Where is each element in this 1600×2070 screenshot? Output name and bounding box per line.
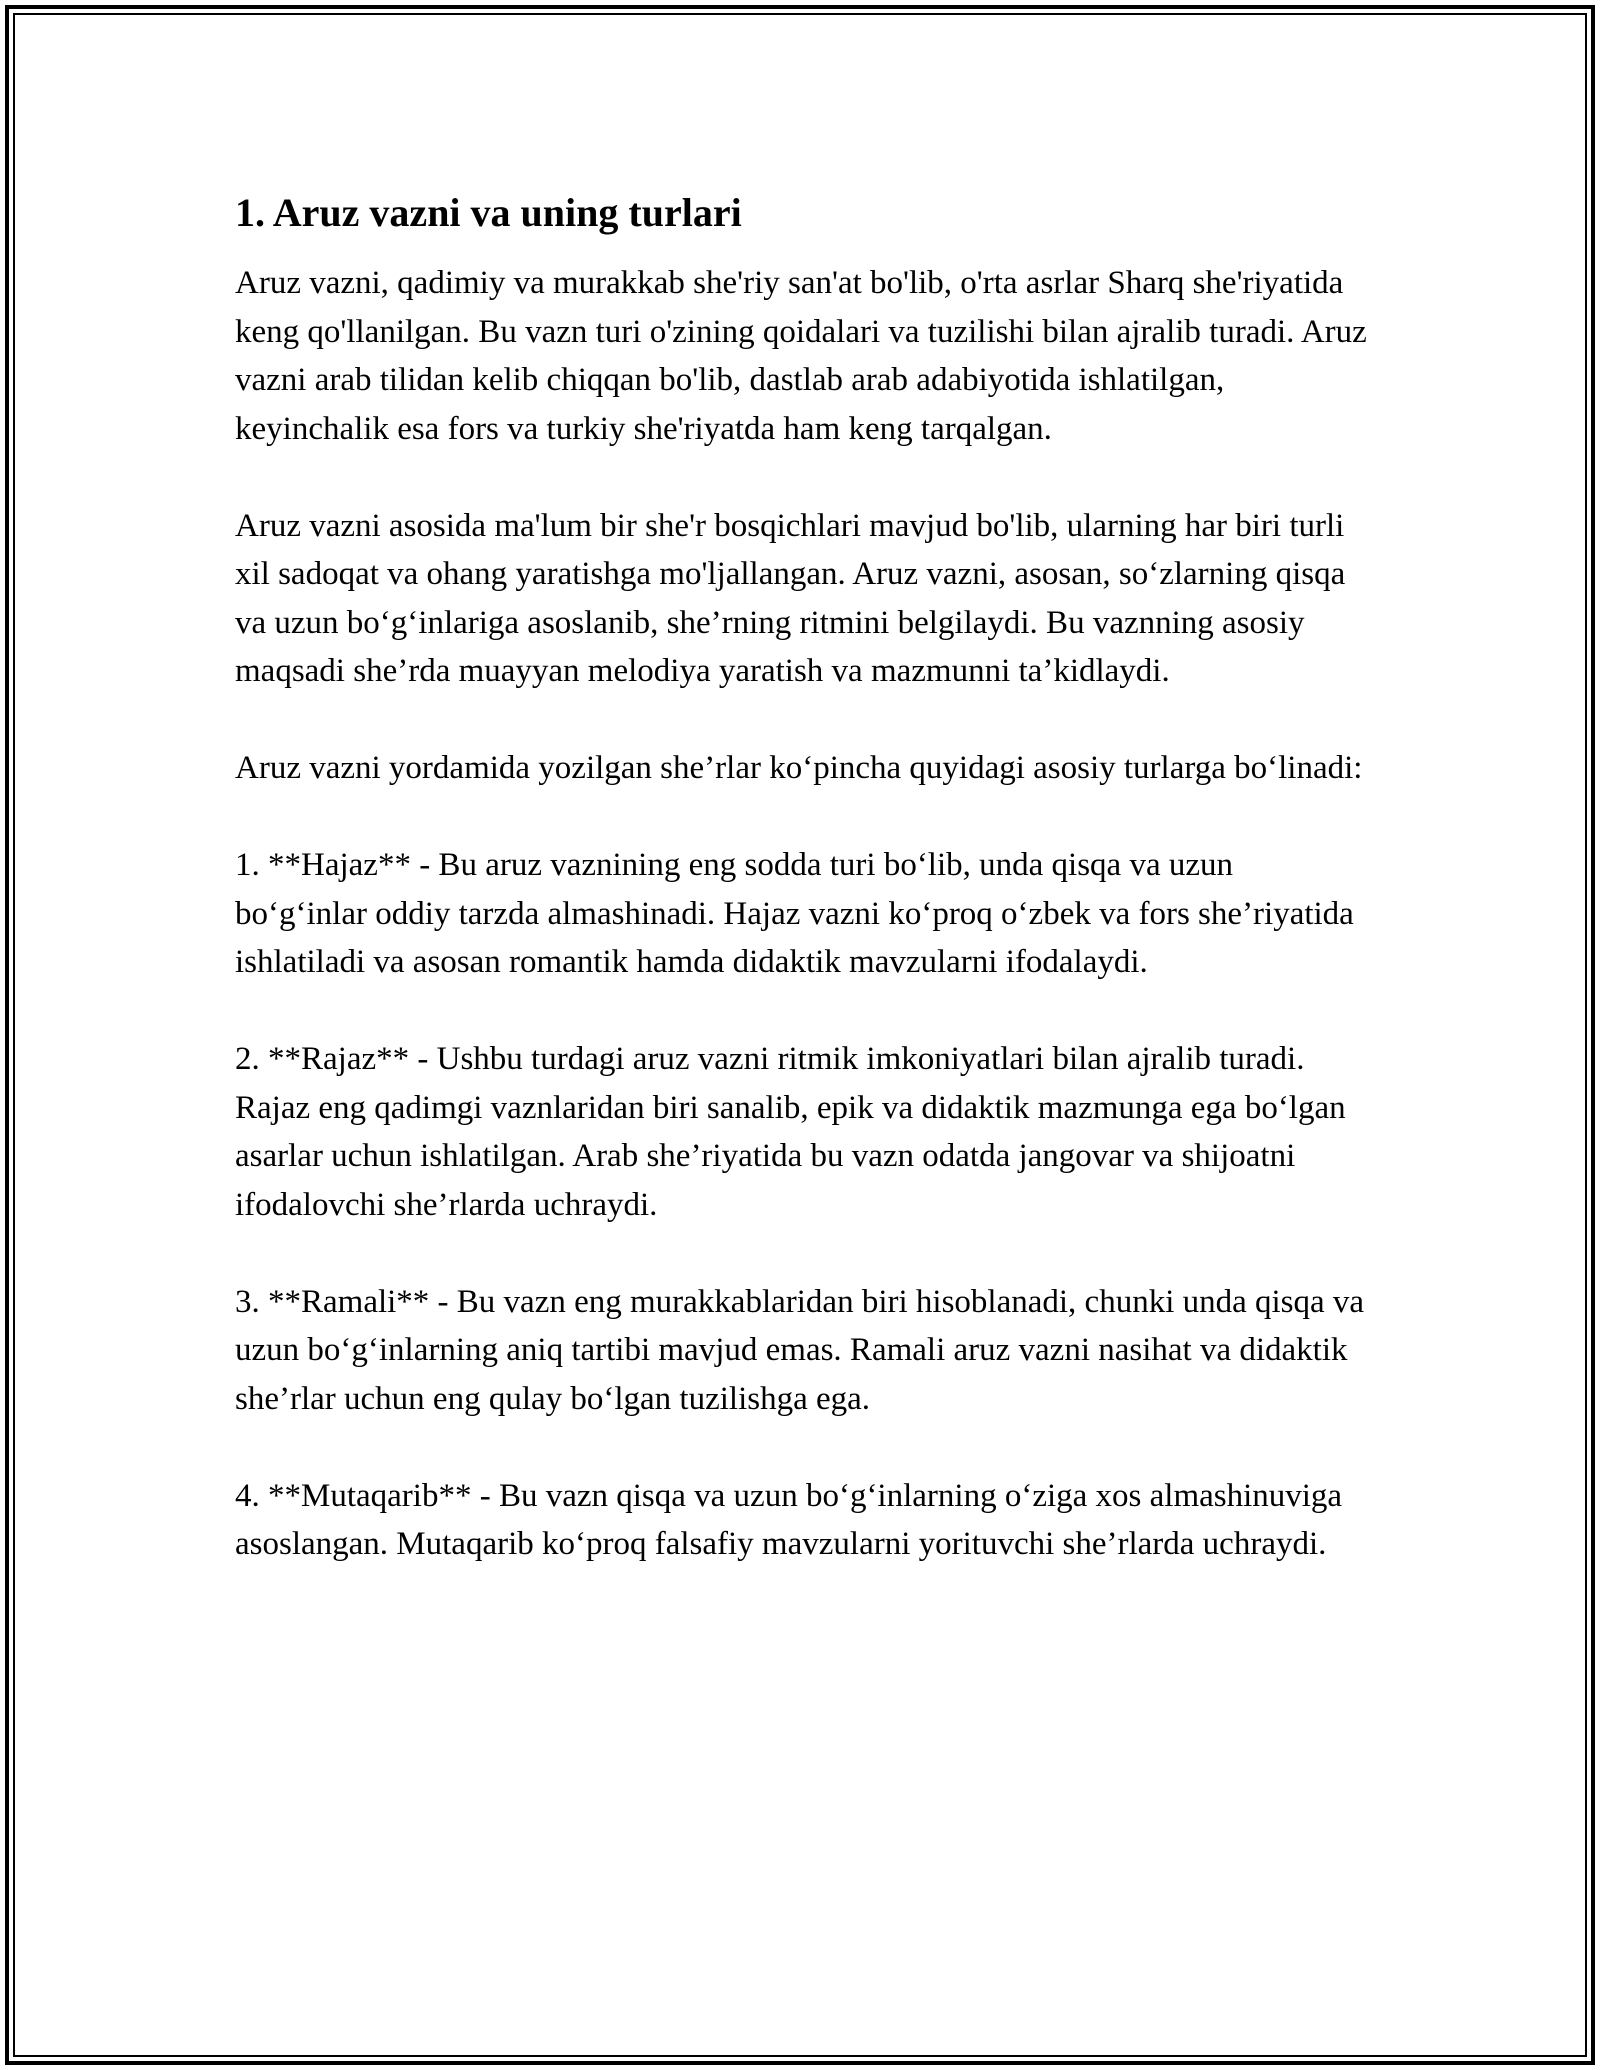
paragraph-types-intro: Aruz vazni yordamida yozilgan she’rlar ko‘pincha quyidagi asosiy turlarga bo‘linadi: [235, 750, 1363, 786]
list-item-ramali: 3. **Ramali** - Bu vazn eng murakkablaridan biri hisoblanadi, chunki unda qisqa va uzun bo‘g‘inlarning aniq tartibi mavjud emas. Ramali aruz vazni nasihat va didaktik she’rlar uchun eng qulay bo‘lgan tuzilishga ega. [235, 1283, 1365, 1417]
list-item-rajaz: 2. **Rajaz** - Ushbu turdagi aruz vazni ritmik imkoniyatlari bilan ajralib turadi. Rajaz eng qadimgi vaznlaridan biri sanalib, epik va didaktik mazmunga ega bo‘lgan asarlar uchun ishlatilgan. Arab she’riyatida bu vazn odatda jangovar va shijoatni ifodalovchi she’rlarda uchraydi. [235, 1041, 1346, 1223]
section-heading: 1. Aruz vazni va uning turlari [235, 190, 742, 235]
list-item-mutaqarib: 4. **Mutaqarib** - Bu vazn qisqa va uzun bo‘g‘inlarning o‘ziga xos almashinuviga asoslangan. Mutaqarib ko‘proq falsafiy mavzularni yorituvchi she’rlarda uchraydi. [235, 1477, 1343, 1562]
list-item-hajaz: 1. **Hajaz** - Bu aruz vaznining eng sodda turi bo‘lib, unda qisqa va uzun bo‘g‘inlar oddiy tarzda almashinadi. Hajaz vazni ko‘proq o‘zbek va fors she’riyatida ishlatiladi va asosan romantik hamda didaktik mavzularni ifodalaydi. [235, 847, 1354, 980]
paragraph-intro: Aruz vazni, qadimiy va murakkab she'riy san'at bo'lib, o'rta asrlar Sharq she'riyatida keng qo'llanilgan. Bu vazn turi o'zining qoidalari va tuzilishi bilan ajralib turadi. Aruz vazni arab tilidan kelib chiqqan bo'lib, dastlab arab adabiyotida ishlatilgan, keyinchalik esa fors va turkiy she'riyatda ham keng tarqalgan. [235, 265, 1367, 447]
document-body [235, 185, 1370, 1617]
paragraph-rhythm: Aruz vazni asosida ma'lum bir she'r bosqichlari mavjud bo'lib, ularning har biri turli xil sadoqat va ohang yaratishga mo'ljallangan. Aruz vazni, asosan, so‘zlarning qisqa va uzun bo‘g‘inlariga asoslanib, she’rning ritmini belgilaydi. Bu vaznning asosiy maqsadi she’rda muayyan melodiya yaratish va mazmunni ta’kidlaydi. [235, 507, 1346, 689]
